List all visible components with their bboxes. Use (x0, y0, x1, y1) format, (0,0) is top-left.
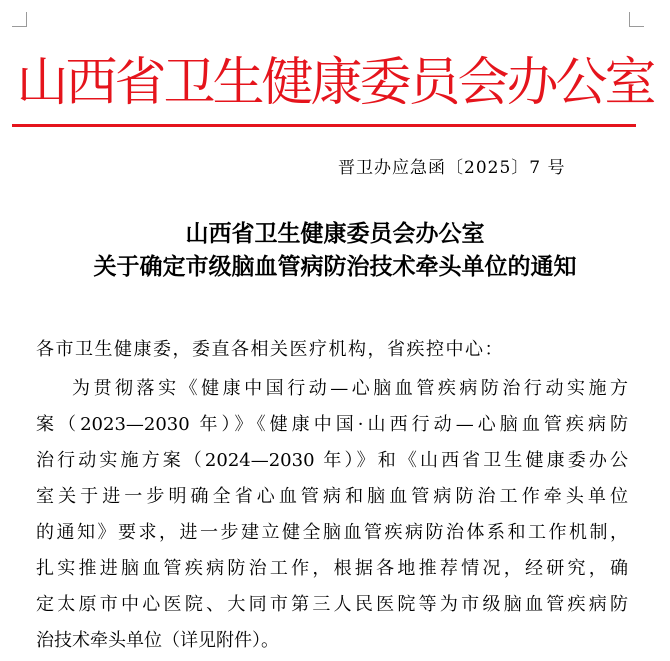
masthead-red-rule (12, 124, 636, 127)
body-line: 案（2023—2030 年）》《健康中国·山西行动—心脑血管疾病防 (36, 414, 628, 435)
margin-corner-mark-top-left (12, 12, 27, 27)
margin-corner-mark-top-right (629, 12, 644, 27)
body-line: 治行动实施方案（2024—2030 年）》和《山西省卫生健康委办公 (36, 450, 628, 471)
document-number: 晋卫办应急函〔2025〕7 号 (338, 158, 566, 178)
body-line: 室关于进一步明确全省心血管病和脑血管病防治工作牵头单位 (36, 486, 628, 507)
body-line: 扎实推进脑血管疾病防治工作，根据各地推荐情况，经研究，确 (36, 558, 628, 579)
body-line: 为贯彻落实《健康中国行动—心脑血管疾病防治行动实施方 (72, 378, 628, 399)
notice-title-line-2: 关于确定市级脑血管病防治技术牵头单位的通知 (93, 254, 577, 280)
notice-body (36, 371, 628, 659)
addressee-greeting: 各市卫生健康委，委直各相关医疗机构，省疾控中心： (36, 339, 504, 360)
body-line: 的通知》要求，进一步建立健全脑血管疾病防治体系和工作机制， (36, 522, 628, 543)
notice-title (0, 218, 670, 284)
agency-masthead-title: 山西省卫生健康委员会办公室 (16, 53, 654, 113)
body-line: 定太原市中心医院、大同市第三人民医院等为市级脑血管疾病防 (36, 594, 628, 615)
notice-title-line-1: 山西省卫生健康委员会办公室 (185, 221, 485, 247)
body-line: 治技术牵头单位（详见附件）。 (36, 630, 279, 651)
